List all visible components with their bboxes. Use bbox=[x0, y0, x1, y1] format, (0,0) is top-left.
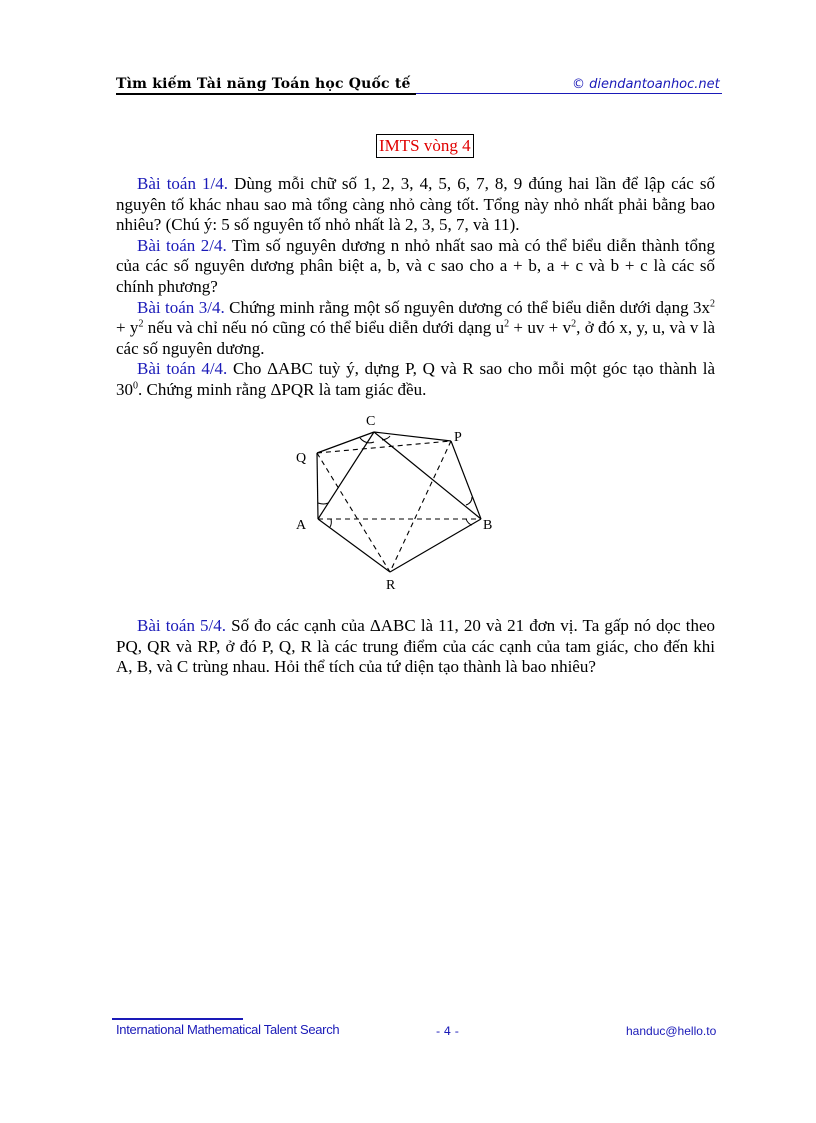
page-number: - 4 - bbox=[436, 1024, 459, 1038]
angle-mark bbox=[382, 436, 390, 440]
angle-mark bbox=[330, 519, 331, 527]
superscript: 2 bbox=[504, 318, 510, 330]
problem-4 bbox=[116, 359, 715, 400]
angle-mark bbox=[318, 503, 328, 504]
problem-2 bbox=[116, 236, 715, 298]
footer-email: handuc@hello.to bbox=[626, 1024, 717, 1038]
problem-4-text: Cho ΔABC tuỳ ý, dựng P, Q và R sao cho mỗi một góc tạo thành là 30 bbox=[116, 359, 715, 399]
problem-3-text: nếu và chỉ nếu nó cũng có thể biểu diễn dưới dạng u bbox=[143, 318, 505, 338]
problem-1-label: Bài toán 1/4. bbox=[137, 174, 229, 193]
problem-3-text: + y bbox=[116, 318, 139, 338]
superscript: 0 bbox=[133, 380, 138, 392]
problem-3-text: , ở đó x, y, u, và v là các số nguyên dương. bbox=[116, 318, 715, 358]
problem-2-text: Tìm số nguyên dương n nhỏ nhất sao mà có thể biểu diễn thành tổng của các số nguyên dương phân biệt a, b, và c sao cho a + b, a + c và b + c là các số chính phương? bbox=[116, 235, 715, 296]
label-q: Q bbox=[296, 451, 307, 466]
segment-cp bbox=[374, 432, 451, 441]
header-rule-blue bbox=[416, 93, 722, 94]
problem-5 bbox=[116, 616, 715, 678]
problem-2-label: Bài toán 2/4. bbox=[137, 235, 227, 255]
header-title: Tìm kiếm Tài năng Toán học Quốc tế bbox=[116, 76, 411, 92]
problem-1 bbox=[116, 174, 715, 236]
segment-cb bbox=[374, 432, 481, 519]
header-rule bbox=[116, 93, 416, 95]
problem-4-text: . Chứng minh rằng ΔPQR là tam giác đều. bbox=[138, 379, 427, 399]
segment-qr bbox=[317, 453, 390, 572]
superscript: 2 bbox=[710, 297, 715, 309]
problem-3-label: Bài toán 3/4. bbox=[137, 297, 225, 317]
segment-br bbox=[390, 519, 481, 572]
segment-qp bbox=[317, 441, 451, 453]
problem-3-text: + uv + v bbox=[509, 318, 572, 338]
label-r: R bbox=[386, 578, 396, 593]
problem-5-section bbox=[116, 616, 715, 678]
angle-mark bbox=[466, 497, 472, 505]
problem-5-text: Số đo các cạnh của ΔABC là 11, 20 và 21 đơn vị. Ta gấp nó dọc theo PQ, QR và RP, ở đó P, Q, R là các trung điểm của các cạnh của tam giác, cho đến khi A, B, và C trùng nhau. Hỏi thể tích của tứ diện tạo thành là bao nhiêu? bbox=[116, 616, 715, 677]
segment-pr bbox=[390, 441, 451, 572]
page-title: IMTS vòng 4 bbox=[376, 134, 474, 158]
problems-section bbox=[116, 174, 715, 401]
footer-title: International Mathematical Talent Search bbox=[116, 1022, 340, 1037]
problem-3 bbox=[116, 298, 715, 360]
footer-rule bbox=[112, 1018, 243, 1020]
superscript: 2 bbox=[138, 318, 144, 330]
label-p: P bbox=[454, 430, 462, 445]
problem-5-label: Bài toán 5/4. bbox=[137, 616, 227, 635]
header-site: © diendantoanhoc.net bbox=[572, 77, 720, 92]
angle-mark bbox=[360, 438, 374, 443]
label-b: B bbox=[483, 518, 493, 533]
problem-3-text: Chứng minh rằng một số nguyên dương có thể biểu diễn dưới dạng 3x bbox=[224, 297, 710, 317]
label-a: A bbox=[296, 518, 307, 533]
problem-4-label: Bài toán 4/4. bbox=[137, 359, 228, 379]
problem-1-text: Dùng mỗi chữ số 1, 2, 3, 4, 5, 6, 7, 8, 9 đúng hai lần để lập các số nguyên tố khác nhau sao mà tổng càng nhỏ càng tốt. Tổng này nhỏ nhất phải bằng bao nhiêu? (Chú ý: 5 số nguyên tố nhỏ nhất là 2, 3, 5, 7, và 11). bbox=[116, 174, 715, 235]
segment-ra bbox=[318, 519, 390, 572]
label-c: C bbox=[366, 414, 376, 429]
geometry-figure bbox=[290, 405, 510, 595]
segment-ac bbox=[318, 432, 374, 519]
superscript: 2 bbox=[571, 318, 577, 330]
segment-aq bbox=[317, 453, 318, 519]
